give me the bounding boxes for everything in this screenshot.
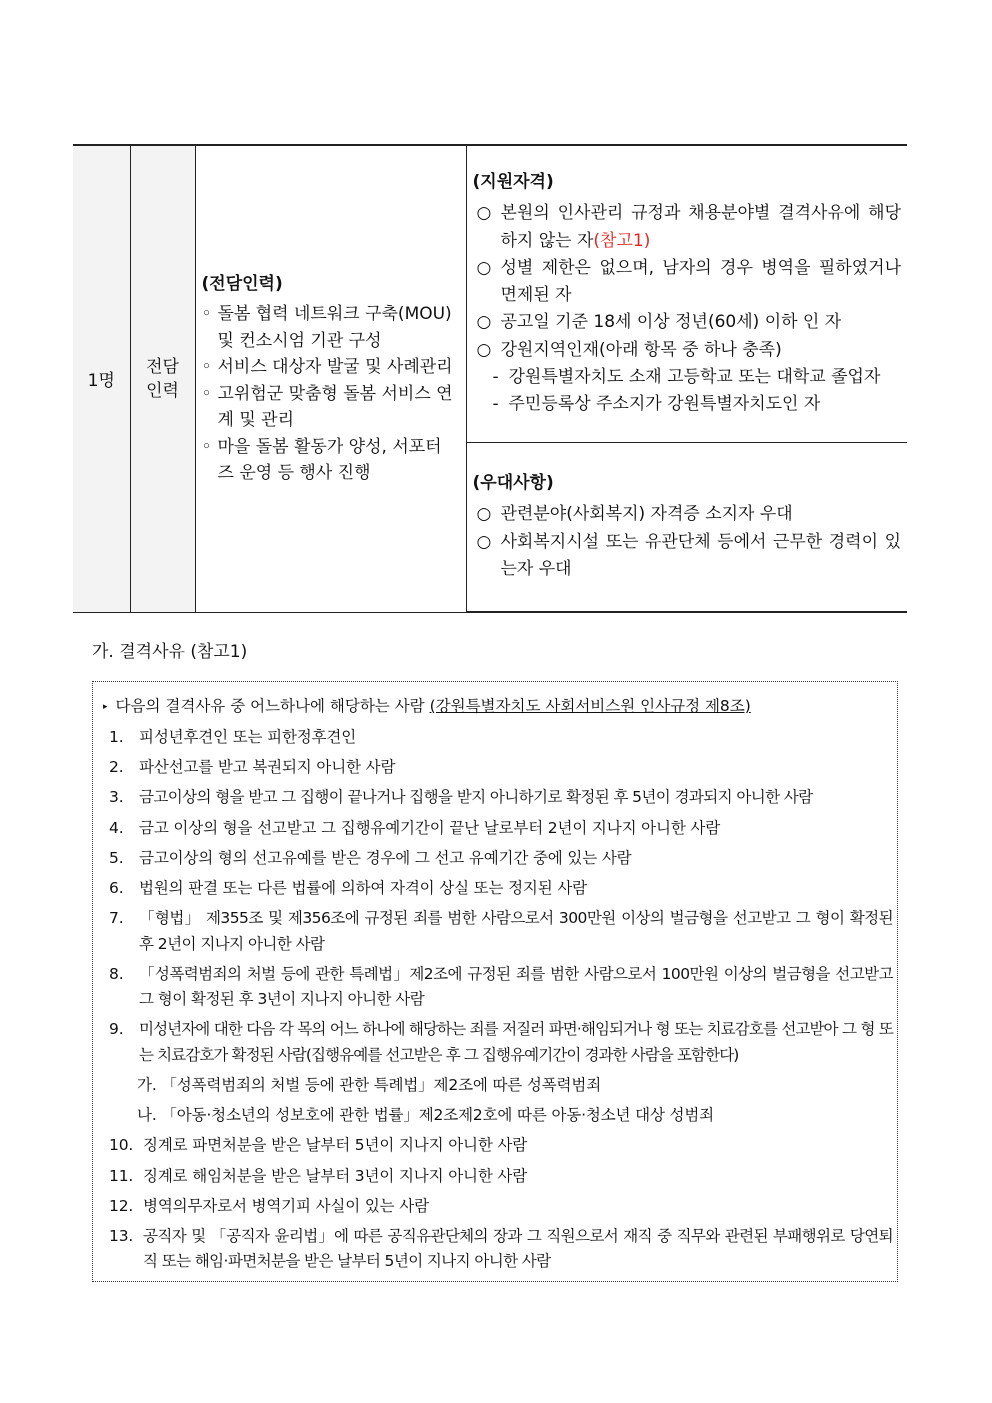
section-title: 가. 결격사유 (참고1) [92, 642, 248, 662]
list-item: 12. 병역의무자로서 병역기피 사실이 있는 사람 [109, 1196, 429, 1215]
list-subitem: 나. 「아동·청소년의 성보호에 관한 법률」제2조제2호에 따른 아동·청소년 대상 성범죄 [137, 1106, 715, 1125]
duties-heading: (전담인력) [201, 273, 283, 294]
list-subitem: 가. 「성폭력범죄의 처벌 등에 관한 특례법」제2조에 따른 성폭력범죄 [137, 1076, 602, 1095]
list-item: 10. 징계로 파면처분을 받은 날부터 5년이 지나지 아니한 사람 [109, 1136, 528, 1155]
preference-heading: (우대사항) [472, 473, 554, 494]
qualification-subitem: - 주민등록상 주소지가 강원특별자치도인 자 [492, 394, 821, 415]
qualification-heading: (지원자격) [472, 171, 554, 192]
duties-block [196, 271, 466, 487]
preference-item: ○ 관련분야(사회복지) 자격증 소지자 우대 [476, 504, 793, 525]
list-item: 8. 「성폭력범죄의 처벌 등에 관한 특례법」제2조에 규정된 죄를 범한 사람으로서 100만원 이상의 벌금형을 선고받고 그 형이 확정된 후 3년이 지나지 아니한 사람 [109, 964, 893, 1009]
list-item: 3. 금고이상의 형을 받고 그 집행이 끝나거나 집행을 받지 아니하기로 확정된 후 5년이 경과되지 아니한 사람 [109, 788, 813, 807]
qualification-item: ○ 성별 제한은 없으며, 남자의 경우 병역을 필하였거나 면제된 자 [476, 257, 901, 306]
triangle-bullet-icon: ▸ [103, 702, 108, 712]
qualification-item: ○ 본원의 인사관리 규정과 채용분야별 결격사유에 해당하지 않는 자(참고1) [476, 203, 901, 251]
list-item: 2. 파산선고를 받고 복권되지 아니한 사람 [109, 758, 396, 777]
disqualification-box [92, 681, 898, 1282]
role-cell [130, 145, 195, 612]
disqualification-intro: ▸ 다음의 결격사유 중 어느하나에 해당하는 사람 (강원특별자치도 사회서비스원 인사규정 제8조) [103, 697, 751, 715]
list-item: 9. 미성년자에 대한 다음 각 목의 어느 하나에 해당하는 죄를 저질러 파면·해임되거나 형 또는 치료감호를 선고받아 그 형 또는 치료감호가 확정된 사람(집행유예를 선고받은 후 그 집행유예기간이 경과한 사람을 포함한다) [109, 1020, 893, 1064]
list-item: 5. 금고이상의 형의 선고유예를 받은 경우에 그 선고 유예기간 중에 있는 사람 [109, 848, 632, 867]
regulation-reference: (강원특별자치도 사회서비스원 인사규정 제8조) [429, 697, 751, 715]
duty-item: ◦ 서비스 대상자 발굴 및 사례관리 [201, 357, 453, 378]
preference-block [467, 470, 908, 583]
duties-cell [195, 145, 466, 612]
preference-cell [466, 442, 907, 612]
list-item: 4. 금고 이상의 형을 선고받고 그 집행유예기간이 끝난 날로부터 2년이 지나지 아니한 사람 [109, 818, 721, 837]
reference-note: (참고1) [593, 230, 651, 251]
qualification-block [467, 169, 908, 419]
duty-item: ◦ 고위험군 맞춤형 돌봄 서비스 연계 및 관리 [201, 383, 453, 431]
disqualification-list [109, 725, 893, 1280]
qualification-item: ○ 강원지역인재(아래 항목 중 하나 충족) [476, 339, 782, 360]
list-item: 11. 징계로 해임처분을 받은 날부터 3년이 지나지 아니한 사람 [109, 1166, 528, 1185]
job-table [73, 144, 907, 613]
list-item: 13. 공직자 및 「공직자 윤리법」에 따른 공직유관단체의 장과 그 직원으로서 재직 중 직무와 관련된 부패행위로 당연퇴직 또는 해임·파면처분을 받은 날부터 5년이 지나지 아니한 사람 [109, 1227, 893, 1271]
qualification-subitem: - 강원특별자치도 소재 고등학교 또는 대학교 졸업자 [492, 366, 881, 387]
list-item: 1. 피성년후견인 또는 피한정후견인 [109, 728, 357, 746]
list-item: 6. 법원의 판결 또는 다른 법률에 의하여 자격이 상실 또는 정지된 사람 [109, 879, 587, 898]
headcount-cell [73, 145, 130, 612]
headcount: 1명 [87, 371, 115, 392]
duty-item: ◦ 돌봄 협력 네트워크 구축(MOU) 및 컨소시엄 기관 구성 [201, 304, 452, 351]
duty-item: ◦ 마을 돌봄 활동가 양성, 서포터즈 운영 등 행사 진행 [201, 436, 442, 484]
qualification-cell [466, 145, 907, 442]
list-item: 7. 「형법」 제355조 및 제356조에 규정된 죄를 범한 사람으로서 300만원 이상의 벌금형을 선고받고 그 형이 확정된 후 2년이 지나지 아니한 사람 [109, 909, 893, 953]
qualification-item: ○ 공고일 기준 18세 이상 정년(60세) 이하 인 자 [476, 312, 842, 333]
role-title: 전담 인력 [146, 356, 179, 401]
preference-item: ○ 사회복지시설 또는 유관단체 등에서 근무한 경력이 있는자 우대 [476, 531, 901, 580]
